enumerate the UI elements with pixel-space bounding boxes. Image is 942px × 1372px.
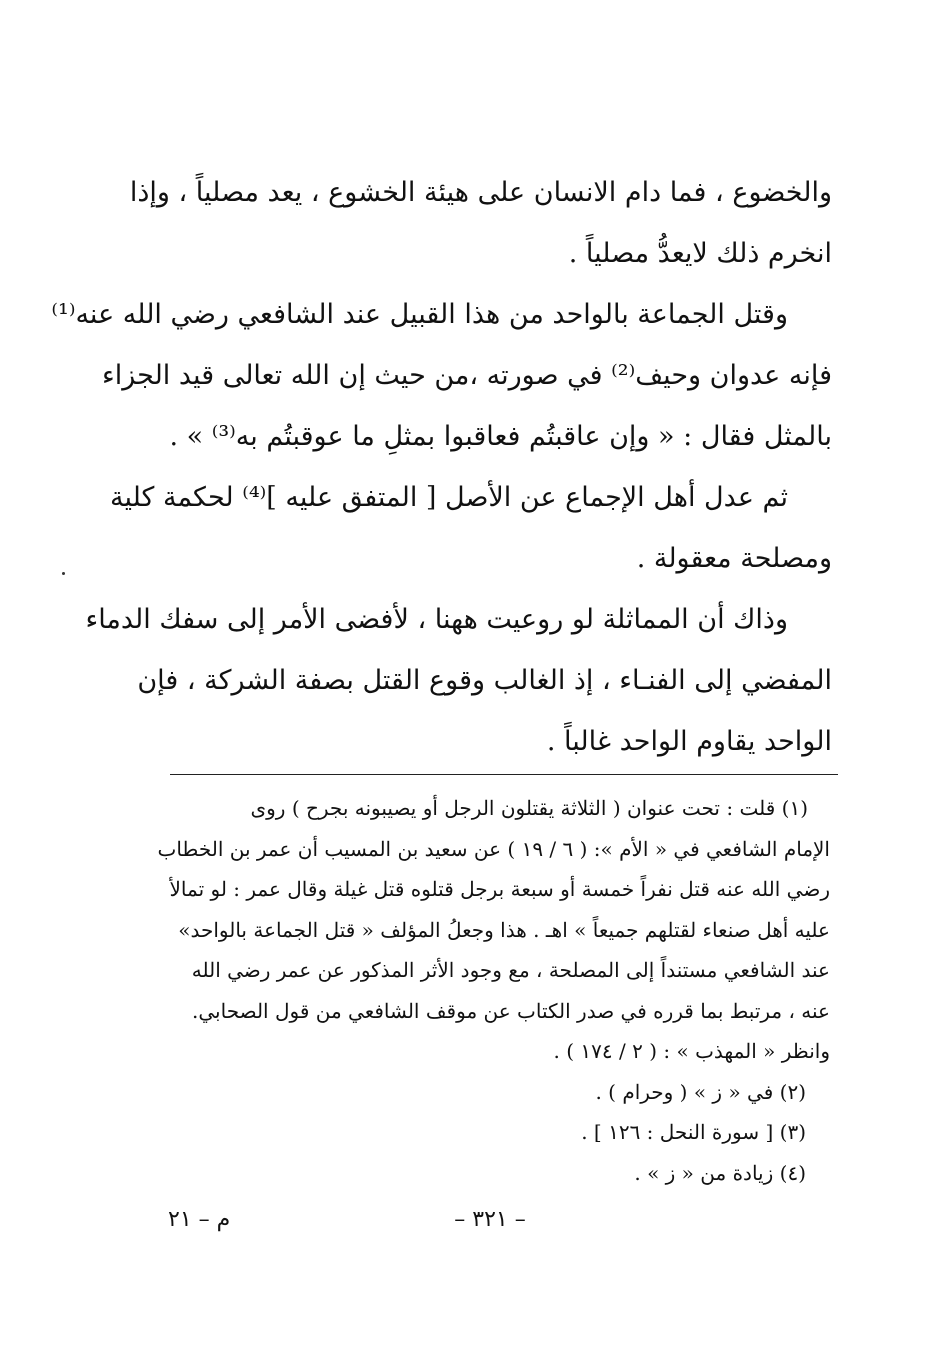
main-text-block [51,162,832,772]
main-text-line: انخرم ذلك لايعدُّ مصلياً . [568,238,832,269]
main-text-line: والخضوع ، فما دام الانسان على هيئة الخشوع ، يعد مصلياً ، وإذا [129,177,832,208]
signature-mark: م – ٢١ [168,1207,231,1232]
main-text-line: وقتل الجماعة بالواحد من هذا القبيل عند الشافعي رضي الله عنه⁽¹⁾ [51,299,788,330]
main-text-line: بالمثل فقال : « وإن عاقبتُم فعاقبوا بمثلِ ما عوقبتُم به⁽³⁾ » . [169,421,832,452]
stray-ink-dot [62,572,65,575]
footnote-line: (١) قلت : تحت عنوان ( الثلاثة يقتلون الرجل أو يصيبونه بجرح ) روى [250,796,808,820]
footnote-line: رضي الله عنه قتل نفراً خمسة أو سبعة برجل قتلوه قتل غيلة وقال عمر : لو تمالأ [169,877,830,901]
footnote-line: (٢) في « ز » ( وحرام ) . [595,1079,806,1104]
main-text-line: ثم عدل أهل الإجماع عن الأصل [ المتفق عليه ]⁽⁴⁾ لحكمة كلية [109,482,788,513]
footnote-line: عنه ، مرتبط بما قرره في صدر الكتاب عن موقف الشافعي من قول الصحابي. [192,998,830,1023]
main-text-line: المفضي إلى الفنـاء ، إذ الغالب وقوع القتل بصفة الشركة ، فإن [137,665,832,696]
main-text-line: وذاك أن المماثلة لو روعيت ههنا ، لأفضى الأمر إلى سفك الدماء [85,604,788,635]
main-text-line: الواحد يقاوم الواحد غالباً . [546,726,832,757]
footnote-line: عليه أهل صنعاء لقتلهم جميعاً » اهـ . هذا وجعلُ المؤلف « قتل الجماعة بالواحد» [178,917,830,942]
footnote-line: الإمام الشافعي في « الأم »: ( ٦ / ١٩ ) عن سعيد بن المسيب أن عمر بن الخطاب [157,836,830,861]
footnote-line: وانظر « المهذب » : ( ٢ / ١٧٤ ) . [553,1039,830,1063]
footnote-line: (٣) [ سورة النحل : ١٢٦ ] . [581,1120,806,1144]
footnote-divider [170,774,838,775]
page-number: – ٣٢١ – [454,1207,526,1232]
footnote-line: (٤) زيادة من « ز » . [634,1160,806,1185]
footnote-line: عند الشافعي مستنداً إلى المصلحة ، مع وجود الأثر المذكور عن عمر رضي الله [191,958,830,982]
main-text-line: فإنه عدوان وحيف⁽²⁾ في صورته ،من حيث إن الله تعالى قيد الجزاء [102,360,832,391]
footnotes-block [157,788,830,1193]
main-text-line: ومصلحة معقولة . [636,543,832,574]
